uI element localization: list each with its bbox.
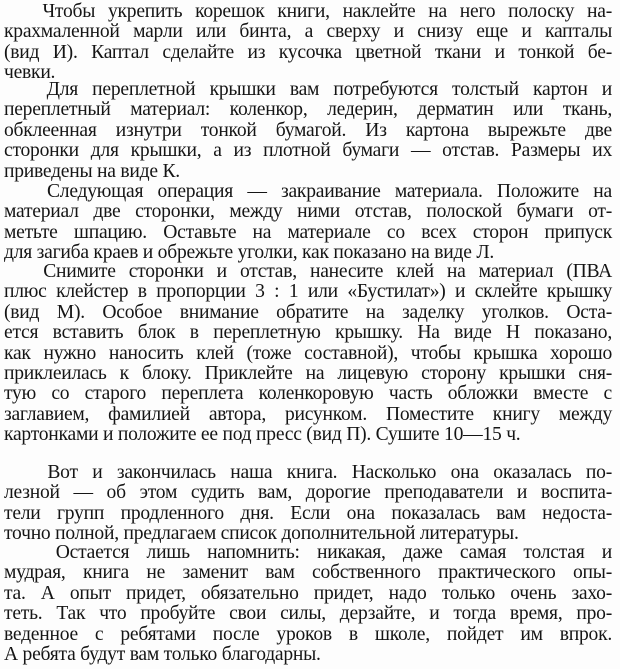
text-line: та. А опыт придет, обязательно придет, надо только очень захо- — [4, 582, 612, 604]
text-line: (вид М). Особое внимание обратите на заделку уголков. Оста- — [4, 301, 612, 323]
text-line: (вид И). Каптал сделайте из кусочка цветной ткани и тонкой бе- — [4, 41, 612, 63]
paragraph-spine-reinforcement — [4, 2, 612, 84]
text-line: обклеенная изнутри тонкой бумагой. Из картона вырежьте две — [4, 119, 612, 141]
paragraph-closing-advice — [4, 543, 612, 665]
text-line: приклеилась к блоку. Приклейте на лицевую сторону крышки сня- — [4, 363, 612, 385]
text-line: Вот и закончилась наша книга. Насколько она оказалась по- — [4, 462, 612, 483]
text-line: теть. Так что пробуйте свои силы, дерзайте, и тогда время, про- — [4, 603, 612, 625]
text-line: картонками и положите ее под пресс (вид П). Сушите 10—15 ч. — [4, 424, 521, 446]
text-line: сторонки для крышки, а из плотной бумаги — отстав. Размеры их — [4, 140, 612, 162]
paragraph-gluing-cover — [4, 262, 612, 446]
text-line: лезной — об этом судить вам, дорогие преподаватели и воспита- — [4, 482, 612, 504]
text-line: чевки. — [4, 62, 56, 84]
text-line: веденное с ребятами после уроков в школе, пойдет им впрок. — [4, 623, 612, 645]
paragraph-conclusion — [4, 463, 612, 545]
text-line: Следующая операция — закраивание материала. Положите на — [4, 181, 612, 202]
text-line: тели групп продленного дня. Если она показалась вам недоста- — [4, 502, 612, 524]
text-line: Для переплетной крышки вам потребуются толстый картон и — [4, 79, 612, 100]
text-line: Остается лишь напомнить: никакая, даже самая толстая и — [4, 542, 612, 563]
text-line: переплетный материал: коленкор, ледерин, дерматин или ткань, — [4, 99, 612, 121]
text-line: Чтобы укрепить корешок книги, наклейте на него полоску на- — [4, 1, 612, 22]
text-line: приведены на виде К. — [4, 160, 180, 182]
text-line: заглавием, фамилией автора, рисунком. Поместите книгу между — [4, 403, 612, 425]
text-line: как нужно наносить клей (тоже составной), чтобы крышка хорошо — [4, 342, 612, 364]
text-line: точно полной, предлагаем список дополнительной литературы. — [4, 523, 519, 545]
text-line: метьте шпацию. Оставьте на материале со всех сторон припуск — [4, 221, 612, 243]
text-line: тую со старого переплета коленкоровую часть обложки вместе с — [4, 383, 612, 405]
text-line: Снимите сторонки и отстав, нанесите клей на материал (ПВА — [4, 261, 612, 282]
text-line: материал две сторонки, между ними отстав, полоской бумаги от- — [4, 201, 612, 223]
text-line: плюс клейстер в пропорции 3 : 1 или «Бустилат») и склейте крышку — [4, 281, 612, 303]
text-line: мудрая, книга не заменит вам собственного практического опы- — [4, 562, 612, 584]
paragraph-cover-materials — [4, 80, 612, 182]
paragraph-material-cutting — [4, 182, 612, 264]
text-line: ется вставить блок в переплетную крышку. На виде Н показано, — [4, 322, 612, 344]
text-line: А ребята будут вам только благодарны. — [4, 644, 321, 666]
text-line: крахмаленной марли или бинта, а сверху и снизу еще и капталы — [4, 21, 612, 43]
text-line: для загиба краев и обрежьте уголки, как показано на виде Л. — [4, 242, 495, 264]
